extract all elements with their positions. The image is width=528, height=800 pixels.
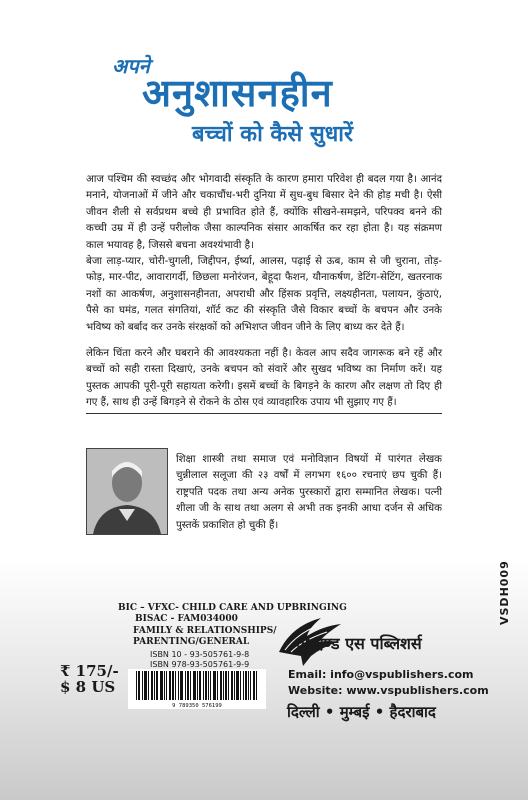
barcode-bar xyxy=(256,671,257,700)
barcode-bar xyxy=(203,671,204,700)
barcode-bar xyxy=(136,671,137,700)
barcode-bar xyxy=(146,671,147,700)
barcode-bar xyxy=(238,671,239,700)
category-line-2: BISAC - FAM034000 xyxy=(135,614,238,624)
barcode-bar xyxy=(223,671,224,700)
barcode-bar xyxy=(182,671,183,700)
barcode-bar xyxy=(139,671,140,700)
barcode-bar xyxy=(246,671,247,700)
book-title: अनुशासनहीन xyxy=(142,71,333,115)
book-subtitle: बच्चों को कैसे सुधारें xyxy=(192,122,353,147)
barcode-bar xyxy=(254,671,255,700)
barcode-bar xyxy=(138,671,139,700)
barcode-bar xyxy=(188,671,189,700)
barcode-bar xyxy=(181,671,182,700)
category-line-1: BIC – VFXC- CHILD CARE AND UPBRINGING xyxy=(118,603,347,613)
barcode-bar xyxy=(200,671,201,700)
barcode-bar xyxy=(172,671,173,700)
barcode-bar xyxy=(170,671,171,700)
author-photo xyxy=(86,448,168,535)
barcode-bar xyxy=(178,671,179,700)
barcode-bar xyxy=(213,671,214,700)
barcode-bar xyxy=(190,671,191,700)
barcode-bar xyxy=(154,671,155,700)
barcode-bar xyxy=(187,671,188,700)
barcode-bar xyxy=(215,671,216,700)
blurb-paragraph-1: आज पश्चिम की स्वच्छंद और भोगवादी संस्कृति के कारण हमारा परिवेश ही बदल गया है। आनंद मनाने, योजनाओं में जीने और चकाचौंध-भरी दुनिया में सुध-बुध बिसार देने की होड़ मची है। ऐसी जीवन शैली से सर्वप्रथम बच्चे ही प्रभावित होते हैं, क्योंकि सीखने-समझने, परिपक्व बनने की कच्ची उम्र में ही उन्हें परीलोक जैसा काल्पनिक संसार आकर्षित कर रहा होता है। यह संक्रमण काल भयावह है, जिससे बचना अवश्यंभावी है। xyxy=(86,174,442,251)
barcode-bar xyxy=(151,671,152,700)
barcode-bar xyxy=(197,671,198,700)
book-code: VSDH009 xyxy=(498,560,511,625)
barcode-bar xyxy=(152,671,153,700)
barcode-bar xyxy=(148,671,149,700)
barcode-bar xyxy=(185,671,186,700)
barcode-bar xyxy=(248,671,249,700)
author-bio: शिक्षा शास्त्री तथा समाज एवं मनोविज्ञान विषयों में पारंगत लेखक चुन्नीलाल सलूजा की २३ वर्षों में लगभग १६०० रचनाएं छप चुकी हैं। राष्ट्रपति पदक तथा अन्य अनेक पुरस्कारों द्वारा सम्मानित लेखक। पत्नी शीला जी के साथ तथा अलग से अभी तक इनकी आधा दर्जन से अधिक पुस्तकें प्रकाशित हो चुकी हैं। xyxy=(176,454,442,531)
category-line-3: FAMILY & RELATIONSHIPS/ xyxy=(133,626,277,636)
barcode-bar xyxy=(221,671,222,700)
barcode-bar xyxy=(245,671,246,700)
blurb-paragraph-2: बेजा लाड़-प्यार, चोरी-चुगली, जिद्दीपन, ईर्ष्या, आलस, पढ़ाई से ऊब, काम से जी चुराना, तोड़-फोड़, मार-पीट, आवारागर्दी, छिछला मनोरंजन, बेहूदा फैशन, यौनाकर्षण, डेटिंग-सेटिंग, खतरनाक नशों का आकर्षण, अनुशासनहीनता, अपराधी और हिंसक प्रवृत्ति, लक्ष्यहीनता, पलायन, कुंठाएं, पैसे का घमंड, गलत संगतियां, शॉर्ट कट की संस्कृति जैसे विकार बच्चों के बचपन और उनके भविष्य को बर्बाद कर उनके संरक्षकों को अभिशप्त जीवन जीने के लिए बाध्य कर देते हैं। xyxy=(86,256,442,333)
barcode-bar xyxy=(160,671,161,700)
barcode xyxy=(128,669,266,709)
barcode-bar xyxy=(199,671,200,700)
barcode-bar xyxy=(164,671,165,700)
barcode-bar xyxy=(237,671,238,700)
barcode-digits: 9 789350 576199 xyxy=(172,703,222,709)
barcode-bar xyxy=(206,671,207,700)
barcode-bar xyxy=(231,671,232,700)
publisher-cities: दिल्ली • मुम्बई • हैदराबाद xyxy=(287,703,436,721)
barcode-bar xyxy=(169,671,170,700)
barcode-bar xyxy=(253,671,254,700)
barcode-bar xyxy=(226,671,227,700)
barcode-bar xyxy=(161,671,162,700)
barcode-bar xyxy=(175,671,176,700)
barcode-bar xyxy=(194,671,195,700)
barcode-bar xyxy=(193,671,194,700)
barcode-bar xyxy=(205,671,206,700)
barcode-bar xyxy=(232,671,233,700)
price-inr: ₹ 175/- xyxy=(60,662,119,680)
barcode-bar xyxy=(166,671,167,700)
barcode-bar xyxy=(214,671,215,700)
isbn-10: ISBN 10 - 93-505761-9-8 xyxy=(150,650,250,659)
isbn-13: ISBN 978-93-505761-9-9 xyxy=(150,660,250,669)
barcode-bar xyxy=(228,671,229,700)
title-prefix: अपने xyxy=(112,54,150,78)
barcode-bar xyxy=(225,671,226,700)
category-line-4: PARENTING/GENERAL xyxy=(133,637,250,647)
barcode-bar xyxy=(144,671,145,700)
barcode-bar xyxy=(142,671,143,700)
barcode-bar xyxy=(173,671,174,700)
barcode-bar xyxy=(220,671,221,700)
barcode-bar xyxy=(156,671,157,700)
barcode-bar xyxy=(210,671,211,700)
blurb-paragraph-3: लेकिन चिंता करने और घबराने की आवश्यकता नहीं है। केवल आप सदैव जागरूक बने रहें और बच्चों को सही रास्ता दिखाएं, उनके बचपन को संवारें और सुखद भविष्य का निर्माण करें। यह पुस्तक आपकी पूरी-पूरी सहायता करेगी। इसमें बच्चों के बिगड़ने के कारण और लक्षण तो दिए ही गए हैं, साथ ही उन्हें बिगड़ने से रोकने के ठोस एवं व्यावहारिक उपाय भी सुझाए गए हैं। xyxy=(86,348,442,409)
publisher-name: वी एण्ड एस पब्लिशर्स xyxy=(296,634,422,653)
barcode-bar xyxy=(236,671,237,700)
price-usd: $ 8 US xyxy=(60,678,116,696)
barcode-bar xyxy=(240,671,241,700)
barcode-bar xyxy=(217,671,218,700)
section-divider xyxy=(86,413,442,414)
author-portrait-icon xyxy=(87,449,167,534)
barcode-bar xyxy=(243,671,244,700)
barcode-bar xyxy=(250,671,251,700)
publisher-website[interactable]: Website: www.vspublishers.com xyxy=(288,684,489,697)
barcode-bar xyxy=(162,671,163,700)
barcode-bar xyxy=(180,671,181,700)
barcode-bar xyxy=(234,671,235,700)
barcode-bar xyxy=(208,671,209,700)
publisher-email[interactable]: Email: info@vspublishers.com xyxy=(288,668,474,681)
barcode-bar xyxy=(145,671,146,700)
barcode-bar xyxy=(195,671,196,700)
barcode-bar xyxy=(157,671,158,700)
